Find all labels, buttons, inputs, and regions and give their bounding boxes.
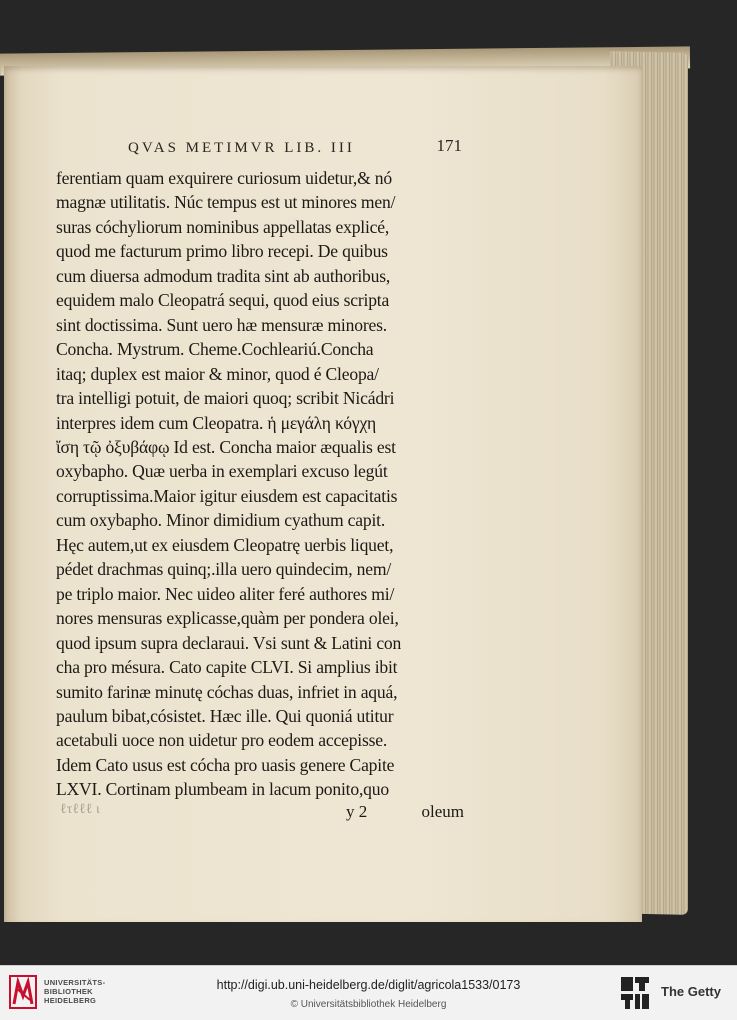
text-line: corruptissima.Maior igitur eiusdem est capacitatis [56, 485, 398, 506]
text-line: cum oxybapho. Minor dimidium cyathum capit. [56, 510, 386, 531]
text-line: oxybapho. Quæ uerba in exemplari excuso legút [56, 461, 388, 482]
catchword: oleum [421, 801, 464, 821]
text-lines [56, 166, 468, 802]
text-line: pédet drachmas quinq;.illa uero quindecim, nem/ [56, 559, 392, 580]
text-line: ferentiam quam exquirere curiosum uidetur,& nó [56, 168, 392, 188]
text-line: paulum bibat,cósistet. Hæc ille. Qui quoniá utitur [56, 705, 394, 726]
text-line: cum diuersa admodum tradita sint ab authoribus, [56, 265, 391, 286]
text-line: Idem Cato usus est cócha pro uasis genere Capite [56, 754, 395, 775]
page-text-block [56, 136, 468, 826]
text-line: quod me facturum primo libro recepi. De quibus [56, 241, 388, 262]
text-line: tra intelligi potuit, de maiori quoq; scribit Nicádri [56, 388, 395, 409]
folio-number: 171 [436, 136, 462, 155]
text-line: LXVI. Cortinam plumbeam in lacum ponito,quo [56, 779, 389, 800]
text-line: suras cóchyliorum nominibus appellatas explicé, [56, 216, 390, 237]
partner-name: The Getty [661, 984, 721, 999]
text-line: Concha. Mystrum. Cheme.Cochleariú.Concha [56, 339, 374, 360]
institution-line: UNIVERSITÄTS- [44, 978, 106, 987]
permalink-url[interactable]: http://digi.ub.uni-heidelberg.de/diglit/agricola1533/0173 [216, 978, 521, 992]
getty-logo-icon[interactable] [620, 976, 650, 1010]
text-line: interpres idem cum Cleopatra. ἡ μεγάλη κόγχη [56, 412, 377, 433]
text-line: itaq; duplex est maior & minor, quod é Cleopa/ [56, 363, 379, 384]
running-title: QVAS METIMVR LIB. III [128, 140, 355, 156]
text-line: pe triplo maior. Nec uideo aliter feré authores mi/ [56, 583, 395, 604]
text-line: nores mensuras explicasse,quàm per pondera olei, [56, 608, 399, 629]
text-line: magnæ utilitatis. Núc tempus est ut minores men/ [56, 192, 396, 213]
running-head [56, 136, 468, 166]
text-line: Hęc autem,ut ex eiusdem Cleopatrę uerbis liquet, [56, 534, 394, 555]
text-line: cha pro mésura. Cato capite CLVI. Si amplius ibit [56, 657, 398, 678]
text-line: acetabuli uoce non uidetur pro eodem accepisse. [56, 730, 388, 751]
text-line: sint doctissima. Sunt uero hæ mensuræ minores. [56, 314, 387, 335]
text-line: equidem malo Cleopatrá sequi, quod eius scripta [56, 290, 390, 311]
institution-line: HEIDELBERG [44, 996, 97, 1005]
text-line: sumito farinæ minutę cóchas duas, infriet in aquá, [56, 681, 398, 702]
institution-line: BIBLIOTHEK [44, 987, 93, 996]
text-line: ἴση τῷ ὀξυβάφῳ Id est. Concha maior æqualis est [56, 436, 396, 457]
footer-bar [0, 965, 737, 1020]
copyright-notice: © Universitätsbibliothek Heidelberg [290, 999, 447, 1010]
page-foot [56, 802, 468, 826]
faint-bleedthrough: ℓτℓℓℓ ι [60, 801, 100, 817]
signature-mark: y 2 [346, 801, 368, 821]
text-line: quod ipsum supra declaraui. Vsi sunt & Latini con [56, 632, 402, 653]
